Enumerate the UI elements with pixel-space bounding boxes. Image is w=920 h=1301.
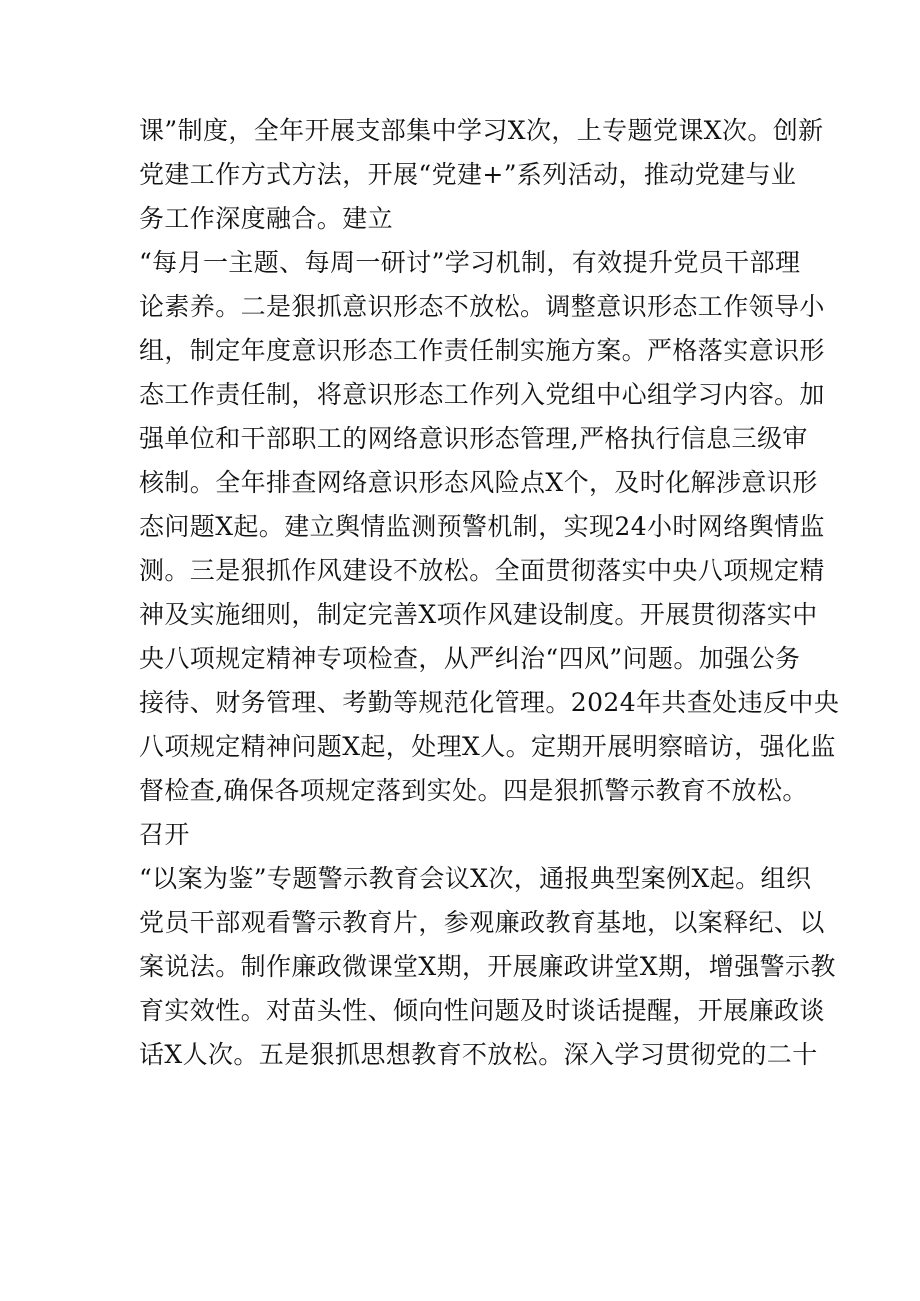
text-line: 神及实施细则，制定完善X项作风建设制度。开展贯彻落实中 (139, 600, 818, 629)
text-line: 育实效性。对苗头性、倾向性问题及时谈话提醒，开展廉政谈 (139, 996, 825, 1025)
text-line: 案说法。制作廉政微课堂X期，开展廉政讲堂X期，增强警示教 (139, 952, 836, 981)
text-line: “以案为鉴”专题警示教育会议X次，通报典型案例X起。组织 (139, 864, 812, 893)
text-line: 论素养。二是狠抓意识形态不放松。调整意识形态工作领导小 (139, 292, 825, 321)
text-line: 课”制度，全年开展支部集中学习X次，上专题党课X次。创新 (139, 116, 824, 145)
text-line: 接待、财务管理、考勤等规范化管理。2024年共查处违反中央 (139, 688, 840, 717)
text-line: 核制。全年排查网络意识形态风险点X个，及时化解涉意识形 (139, 468, 818, 497)
text-line: 央八项规定精神专项检查，从严纠治“四风”问题。加强公务 (139, 644, 801, 673)
text-line: 督检查,确保各项规定落到实处。四是狠抓警示教育不放松。 (139, 776, 808, 805)
body-text (139, 111, 840, 1079)
text-line: 态工作责任制，将意识形态工作列入党组中心组学习内容。加 (139, 380, 825, 409)
text-line: 测。三是狠抓作风建设不放松。全面贯彻落实中央八项规定精 (139, 556, 825, 585)
text-line: 务工作深度融合。建立 (139, 204, 394, 233)
text-line: “每月一主题、每周一研讨”学习机制，有效提升党员干部理 (139, 248, 801, 277)
text-line: 党员干部观看警示教育片，参观廉政教育基地，以案释纪、以 (139, 908, 825, 937)
text-line: 八项规定精神问题X起，处理X人。定期开展明察暗访，强化监 (139, 732, 836, 761)
text-line: 话X人次。五是狠抓思想教育不放松。深入学习贯彻党的二十 (139, 1040, 818, 1069)
text-line: 党建工作方式方法，开展“党建+”系列活动，推动党建与业 (139, 160, 797, 189)
text-line: 组，制定年度意识形态工作责任制实施方案。严格落实意识形 (139, 336, 825, 365)
text-line: 召开 (139, 820, 190, 849)
text-line: 强单位和干部职工的网络意识形态管理,严格执行信息三级审 (139, 424, 808, 453)
text-line: 态问题X起。建立舆情监测预警机制，实现24小时网络舆情监 (139, 512, 825, 541)
